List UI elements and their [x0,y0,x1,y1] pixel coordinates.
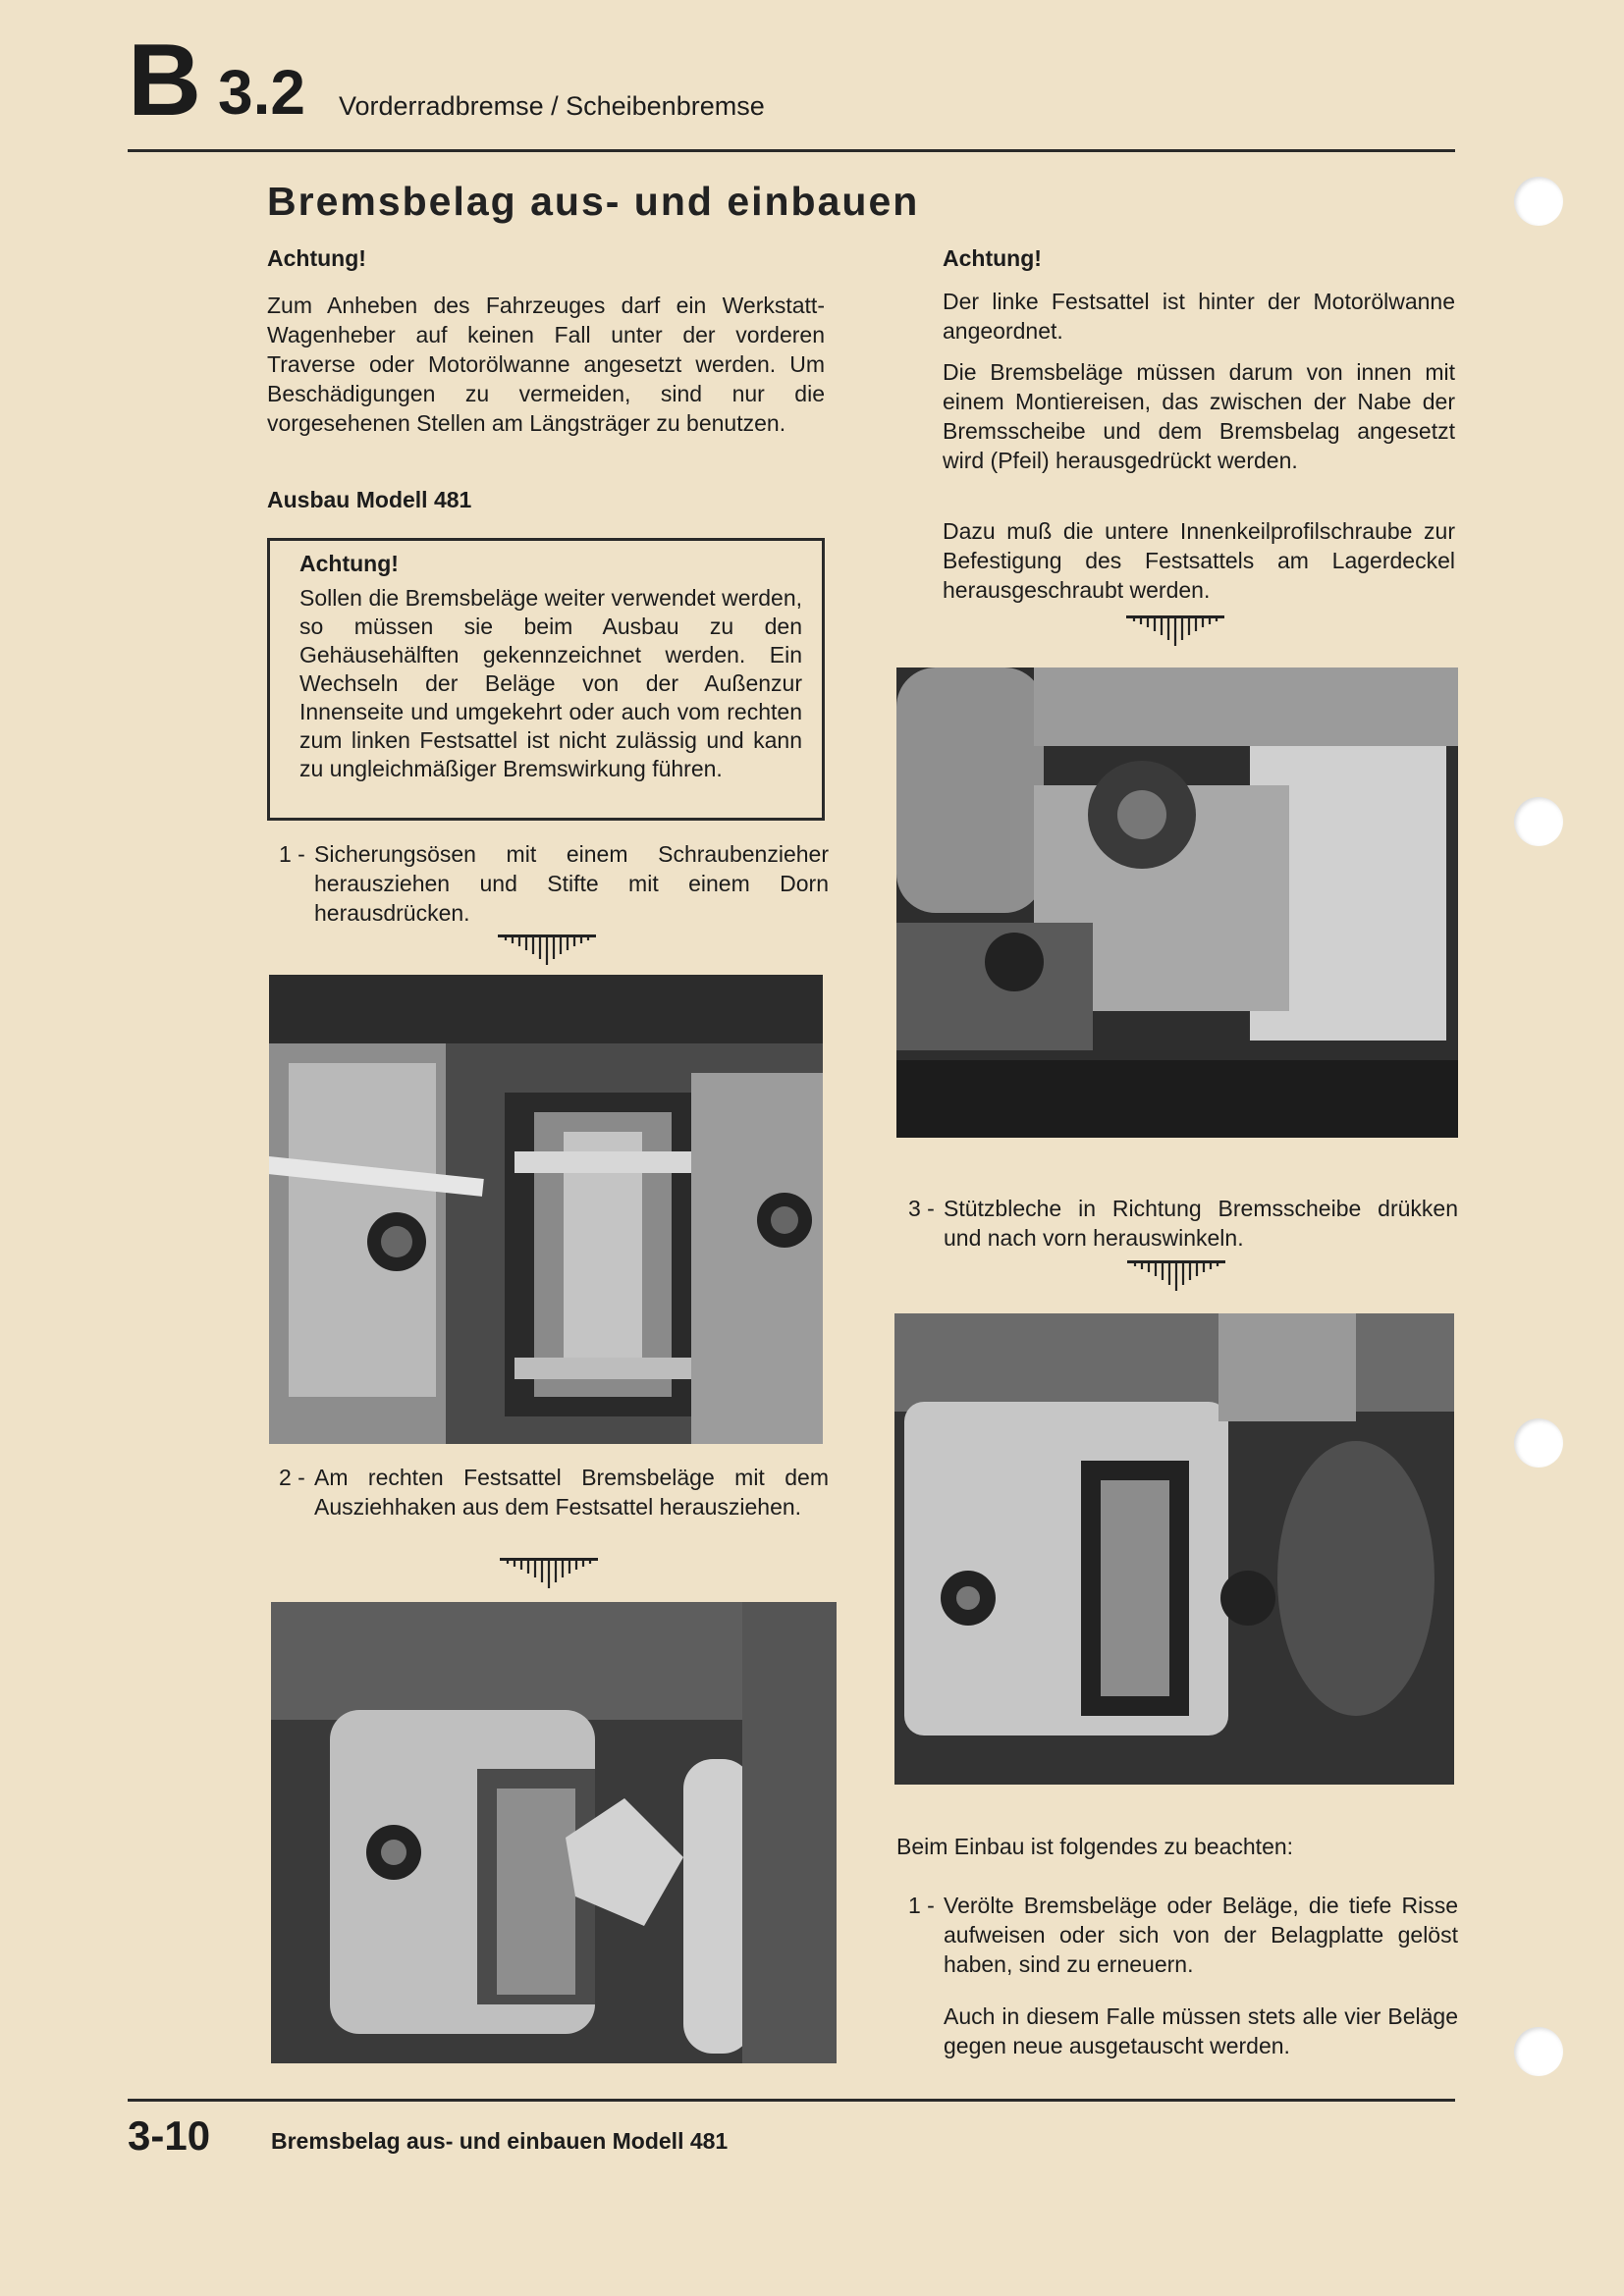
install-step-1-note: Auch in diesem Falle müssen stets alle vier Beläge gegen neue ausgetauscht werden. [944,2003,1458,2058]
install-heading: Beim Einbau ist folgendes zu beachten: [896,1834,1294,1859]
photo-caliper-pins [269,975,823,1444]
warning-box [267,538,825,821]
install-step-1-number: 1 - [908,1893,935,1918]
down-arrow-icon [496,933,598,968]
step-2-number: 2 - [279,1465,305,1490]
right-para-3: Dazu muß die untere Innenkeilprofilschraube zur Befestigung des Festsattels am Lagerdeckel herausgeschraubt werden. [943,518,1455,603]
subheading-ausbau: Ausbau Modell 481 [267,487,472,512]
binder-hole-1 [1514,177,1563,226]
photo-left-caliper [896,667,1458,1138]
footer-rule [128,2099,1455,2102]
binder-hole-3 [1514,1418,1563,1468]
step-1 [279,839,829,933]
right-para-1: Der linke Festsattel ist hinter der Motorölwanne angeordnet. [943,289,1455,344]
section-number: 3.2 [218,57,305,128]
binder-hole-2 [1514,797,1563,846]
install-step-1 [908,1891,1458,1984]
down-arrow-icon [498,1556,600,1591]
right-caution-heading: Achtung! [943,245,1042,271]
header-rule [128,149,1455,152]
box-heading: Achtung! [299,551,399,576]
section-title: Vorderradbremse / Scheibenbremse [339,91,765,121]
left-caution-text: Zum Anheben des Fahrzeuges darf ein Werkstatt-Wagenheber auf keinen Fall unter der vorderen Traverse oder Motorölwanne angesetzt werden. Um Beschädigungen zu vermeiden, sind nur die vorgesehenen Stellen am Längsträger zu benutzen. [267,293,825,436]
page-number: 3-10 [128,2112,211,2159]
down-arrow-icon [1125,1258,1227,1294]
step-3-text: Stützbleche in Richtung Bremsscheibe drükken und nach vorn herauswinkeln. [944,1196,1458,1251]
footer-caption: Bremsbelag aus- und einbauen Modell 481 [271,2128,729,2154]
step-3-number: 3 - [908,1196,935,1221]
step-1-text: Sicherungsösen mit einem Schraubenzieher herausziehen und Stifte mit einem Dorn herausdrücken. [314,841,829,926]
right-para-2: Die Bremsbeläge müssen darum von innen mit einem Montiereisen, das zwischen der Nabe der Bremsscheibe und dem Bremsbelag angesetzt wird (Pfeil) herausgedrückt werden. [943,359,1455,473]
photo-pad-extraction [271,1602,837,2063]
step-3 [908,1194,1458,1256]
left-caution-heading: Achtung! [267,245,366,271]
photo-support-plates [894,1313,1454,1785]
install-step-1-text: Verölte Bremsbeläge oder Beläge, die tiefe Risse aufweisen oder sich von der Belagplatte gelöst haben, sind zu erneuern. [944,1893,1458,1977]
page-title: Bremsbelag aus- und einbauen [267,179,920,224]
step-1-number: 1 - [279,841,305,867]
step-2-text: Am rechten Festsattel Bremsbeläge mit dem Ausziehhaken aus dem Festsattel herausziehen. [314,1465,829,1520]
binder-hole-4 [1514,2027,1563,2076]
down-arrow-icon [1124,614,1226,649]
section-letter: B [128,24,200,137]
step-2 [279,1463,829,1556]
box-text: Sollen die Bremsbeläge weiter verwendet werden, so müssen sie beim Ausbau zu den Gehäusehälften gekennzeichnet werden. Ein Wechseln der Beläge von der Außenzur Innenseite und umgekehrt oder auch vom rechten zum linken Festsattel ist nicht zulässig und kann zu ungleichmäßiger Bremswirkung führen. [299,585,802,781]
